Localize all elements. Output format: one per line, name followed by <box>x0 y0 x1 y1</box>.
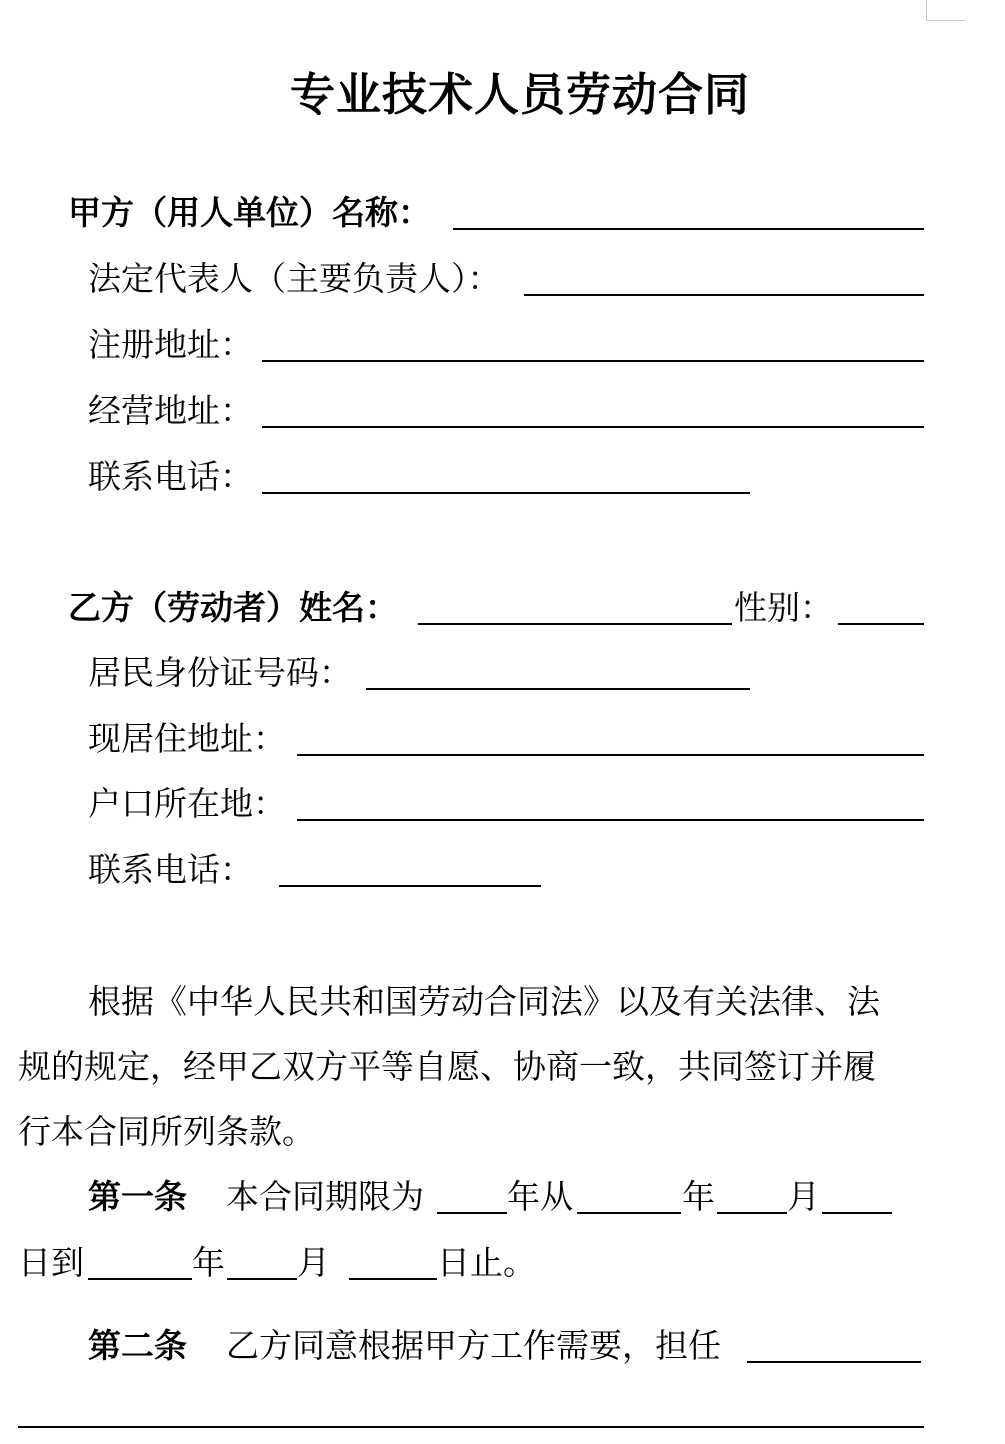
article-1-end-month-field[interactable] <box>227 1278 297 1280</box>
preamble-line-3: 行本合同所列条款。 <box>18 1112 315 1151</box>
party-a-business-address-field[interactable] <box>262 426 924 428</box>
article-1-line-1 <box>0 1176 1005 1218</box>
party-a-legal-rep-row <box>0 258 1005 300</box>
party-b-hukou-row <box>0 783 1005 825</box>
article-1-text-term: 本合同期限为 <box>226 1177 424 1216</box>
party-b-gender-field[interactable] <box>838 623 924 625</box>
party-a-name-field[interactable] <box>453 228 924 230</box>
party-a-phone-field[interactable] <box>262 492 750 494</box>
preamble-line-1: 根据《中华人民共和国劳动合同法》以及有关法律、法 <box>88 982 880 1021</box>
party-b-hukou-field[interactable] <box>297 819 924 821</box>
party-b-gender-label: 性别： <box>734 588 833 627</box>
party-b-name-label: 乙方（劳动者）姓名： <box>68 588 398 627</box>
party-b-current-address-row <box>0 718 1005 760</box>
party-a-business-address-row <box>0 390 1005 432</box>
article-1-text-year: 年 <box>682 1177 715 1216</box>
party-b-id-label: 居民身份证号码： <box>88 653 352 692</box>
party-b-name-field[interactable] <box>418 623 732 625</box>
document-title: 专业技术人员劳动合同 <box>289 68 750 121</box>
article-1-text-from: 年从 <box>507 1177 573 1216</box>
article-2-line-1 <box>0 1325 1005 1367</box>
article-1-end-day-field[interactable] <box>349 1278 437 1280</box>
party-a-registered-address-row <box>0 324 1005 366</box>
party-b-id-row <box>0 652 1005 694</box>
article-2-heading: 第二条 <box>88 1326 187 1365</box>
party-b-phone-row <box>0 849 1005 891</box>
article-1-text-end-year: 年 <box>192 1243 225 1282</box>
party-b-name-row <box>0 587 1005 629</box>
party-b-phone-field[interactable] <box>279 885 541 887</box>
party-a-phone-label: 联系电话： <box>88 457 253 496</box>
party-a-name-row <box>0 192 1005 234</box>
party-a-registered-address-field[interactable] <box>262 360 924 362</box>
article-1-term-years-field[interactable] <box>437 1212 507 1214</box>
article-1-start-month-field[interactable] <box>717 1212 787 1214</box>
article-1-start-year-field[interactable] <box>577 1212 681 1214</box>
party-a-legal-rep-label: 法定代表人（主要负责人）： <box>88 259 501 298</box>
article-1-end-year-field[interactable] <box>88 1278 192 1280</box>
article-1-start-day-field[interactable] <box>822 1212 892 1214</box>
party-b-current-address-field[interactable] <box>297 754 924 756</box>
party-b-hukou-label: 户口所在地： <box>88 784 286 823</box>
article-2-text: 乙方同意根据甲方工作需要，担任 <box>226 1326 721 1365</box>
party-b-current-address-label: 现居住地址： <box>88 719 286 758</box>
article-1-heading: 第一条 <box>88 1177 187 1216</box>
article-1-text-end-month: 月 <box>297 1243 330 1282</box>
party-a-registered-address-label: 注册地址： <box>88 325 253 364</box>
party-a-name-label: 甲方（用人单位）名称： <box>68 193 431 232</box>
party-a-phone-row <box>0 456 1005 498</box>
page-corner-mark <box>926 0 965 21</box>
article-1-text-end: 日止。 <box>437 1243 536 1282</box>
party-b-id-field[interactable] <box>366 688 750 690</box>
article-1-text-to: 日到 <box>18 1243 84 1282</box>
party-a-business-address-label: 经营地址： <box>88 391 253 430</box>
party-a-legal-rep-field[interactable] <box>524 294 924 296</box>
article-2-position-continuation-field[interactable] <box>18 1426 924 1428</box>
article-2-position-field[interactable] <box>747 1361 921 1363</box>
article-1-text-month: 月 <box>787 1177 820 1216</box>
party-b-phone-label: 联系电话： <box>88 850 253 889</box>
preamble-line-2: 规的规定，经甲乙双方平等自愿、协商一致，共同签订并履 <box>18 1047 876 1086</box>
article-1-line-2 <box>0 1242 1005 1284</box>
